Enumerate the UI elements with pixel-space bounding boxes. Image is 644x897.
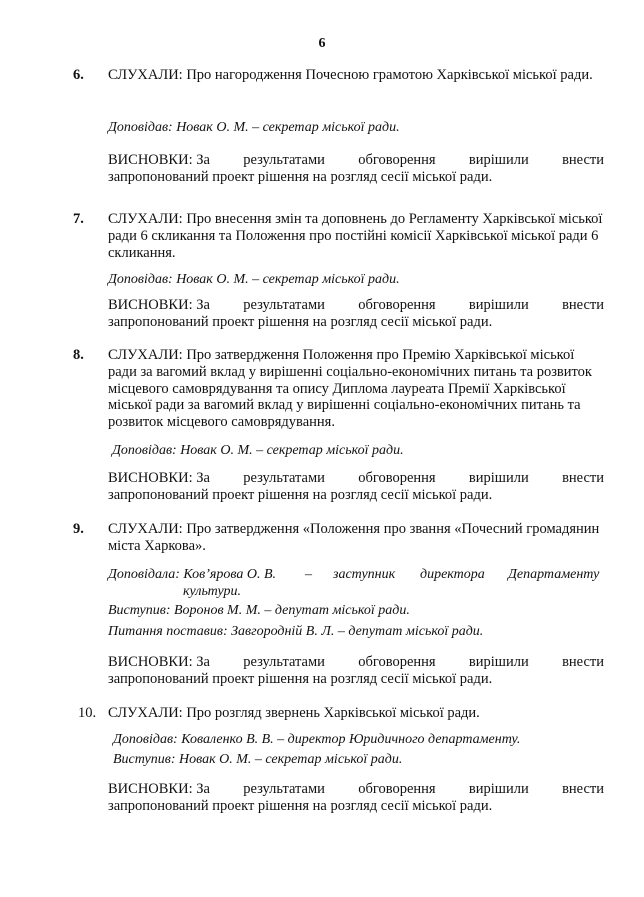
conclusion-word: результатами xyxy=(243,781,325,797)
conclusion-line: запропонований проект рішення на розгляд сесії міської ради. xyxy=(108,487,493,503)
item-conclusion xyxy=(108,470,604,504)
item-number: 10. xyxy=(78,705,97,721)
conclusion-word: обговорення xyxy=(358,781,436,797)
item-speaker: Доповідав: Новак О. М. – секретар міської ради. xyxy=(108,272,400,287)
item-heard-text: СЛУХАЛИ: Про затвердження Положення про Премію Харківської міської ради за вагомий вклад у вирішенні соціально-економічних питань та розвиток місцевого самоврядування та опису Диплома лауреата Премії Харківської міської ради за вагомий вклад у вирішенні соціально-економічних питань та розвиток місцевого самоврядування. xyxy=(108,347,592,431)
conclusion-word: внести xyxy=(562,654,604,670)
conclusion-line: запропонований проект рішення на розгляд сесії міської ради. xyxy=(108,169,493,185)
conclusion-word: обговорення xyxy=(358,654,436,670)
conclusion-word: результатами xyxy=(243,654,325,670)
conclusion-line: запропонований проект рішення на розгляд сесії міської ради. xyxy=(108,798,493,814)
conclusion-word: вирішили xyxy=(468,297,529,313)
conclusion-word: ВИСНОВКИ: За xyxy=(108,297,210,313)
conclusion-word: вирішили xyxy=(468,654,529,670)
document-page: 6 6. СЛУХАЛИ: Про нагородження Почесною грамотою Харківської міської ради. Доповідав: Новак О. М. – секретар міської ради. ВИСНОВКИ: За результатами обговорення вирішили внести запропонований проект рішення на розгляд сесії міської ради. 7. СЛУХАЛИ: Про внесення змін та доповнень до Регламенту Харківської міської ради 6 скликання та Положення про постійні комісії Харківської міської ради 6 скликання. Доповідав: Новак О. М. – секретар міської ради. ВИСНОВКИ: За результатами обговорення вирішили внести запропонований проект рішення на розгляд сесії міської ради. 8. СЛУХАЛИ: Про затвердження Положення про Премію Харківської міської ради за вагомий вклад у вирішенні соціально-економічних питань та розвиток місцевого самоврядування та опису Диплома лауреата Премії Харківської міської ради за вагомий вклад у вирішенні соціально-економічних питань та розвиток місцевого самоврядування. Доповідав: Новак О. М. – секретар міської ради. ВИСНОВКИ: За результатами обговорення вирішили внести запропонований проект рішення на розгляд сесії міської ради. 9. СЛУХАЛИ: Про затвердження «Положення про звання «Почесний громадянин міста Харкова». Доповідала: Ков’ярова О. В. – заступник директора Департаменту культури. Виступив: Воронов М. М. – депутат міської ради. Питання поставив: Завгородній В. Л. – депутат міської ради. ВИСНОВКИ: За результатами обговорення вирішили внести запропонований проект рішення на розгляд сесії міської ради. 10. СЛУХАЛИ: Про розгляд звернень Харківської міської ради. Доповідав: Коваленко В. В. – директор Юридичного департаменту. Виступив: Новак О. М. – секретар міської ради. ВИСНОВКИ: За результатами обговорення вирішили внести запропонований проект рішення на розгляд сесії міської ради. xyxy=(0,0,644,897)
item-speaker: Доповідав: Новак О. М. – секретар міської ради. xyxy=(112,443,404,458)
item-heard-text: СЛУХАЛИ: Про затвердження «Положення про звання «Почесний громадянин міста Харкова». xyxy=(108,521,600,554)
item-heard-text: СЛУХАЛИ: Про внесення змін та доповнень до Регламенту Харківської міської ради 6 скликання та Положення про постійні комісії Харківської міської ради 6 скликання. xyxy=(108,211,603,261)
conclusion-word: вирішили xyxy=(468,781,529,797)
conclusion-word: внести xyxy=(562,470,604,486)
conclusion-word: обговорення xyxy=(358,470,436,486)
item-number: 7. xyxy=(73,211,84,227)
item-speaker: Виступив: Воронов М. М. – депутат міської ради. xyxy=(108,603,410,618)
conclusion-word: обговорення xyxy=(358,152,436,168)
item-conclusion xyxy=(108,781,604,815)
item-speaker: Доповідав: Коваленко В. В. – директор Юридичного департаменту. xyxy=(113,732,521,747)
item-conclusion xyxy=(108,654,604,688)
conclusion-word: внести xyxy=(562,297,604,313)
item-conclusion xyxy=(108,297,604,331)
item-speaker: Доповідав: Новак О. М. – секретар міської ради. xyxy=(108,120,400,135)
item-speaker: Питання поставив: Завгородній В. Л. – депутат міської ради. xyxy=(108,624,484,639)
item-number: 6. xyxy=(73,67,84,83)
conclusion-word: вирішили xyxy=(468,470,529,486)
conclusion-word: результатами xyxy=(243,470,325,486)
item-conclusion xyxy=(108,152,604,186)
conclusion-word: внести xyxy=(562,152,604,168)
conclusion-word: результатами xyxy=(243,297,325,313)
conclusion-word: ВИСНОВКИ: За xyxy=(108,470,210,486)
conclusion-word: ВИСНОВКИ: За xyxy=(108,654,210,670)
conclusion-word: ВИСНОВКИ: За xyxy=(108,781,210,797)
item-heard-text: СЛУХАЛИ: Про нагородження Почесною грамотою Харківської міської ради. xyxy=(108,67,593,83)
page-number: 6 xyxy=(318,36,326,51)
conclusion-word: внести xyxy=(562,781,604,797)
item-heard-text: СЛУХАЛИ: Про розгляд звернень Харківської міської ради. xyxy=(108,705,480,721)
conclusion-word: обговорення xyxy=(358,297,436,313)
item-speaker: Виступив: Новак О. М. – секретар міської ради. xyxy=(113,752,403,767)
conclusion-word: вирішили xyxy=(468,152,529,168)
conclusion-word: результатами xyxy=(243,152,325,168)
item-number: 8. xyxy=(73,347,84,363)
conclusion-word: ВИСНОВКИ: За xyxy=(108,152,210,168)
conclusion-line: запропонований проект рішення на розгляд сесії міської ради. xyxy=(108,671,493,687)
conclusion-line: запропонований проект рішення на розгляд сесії міської ради. xyxy=(108,314,493,330)
item-number: 9. xyxy=(73,521,84,537)
